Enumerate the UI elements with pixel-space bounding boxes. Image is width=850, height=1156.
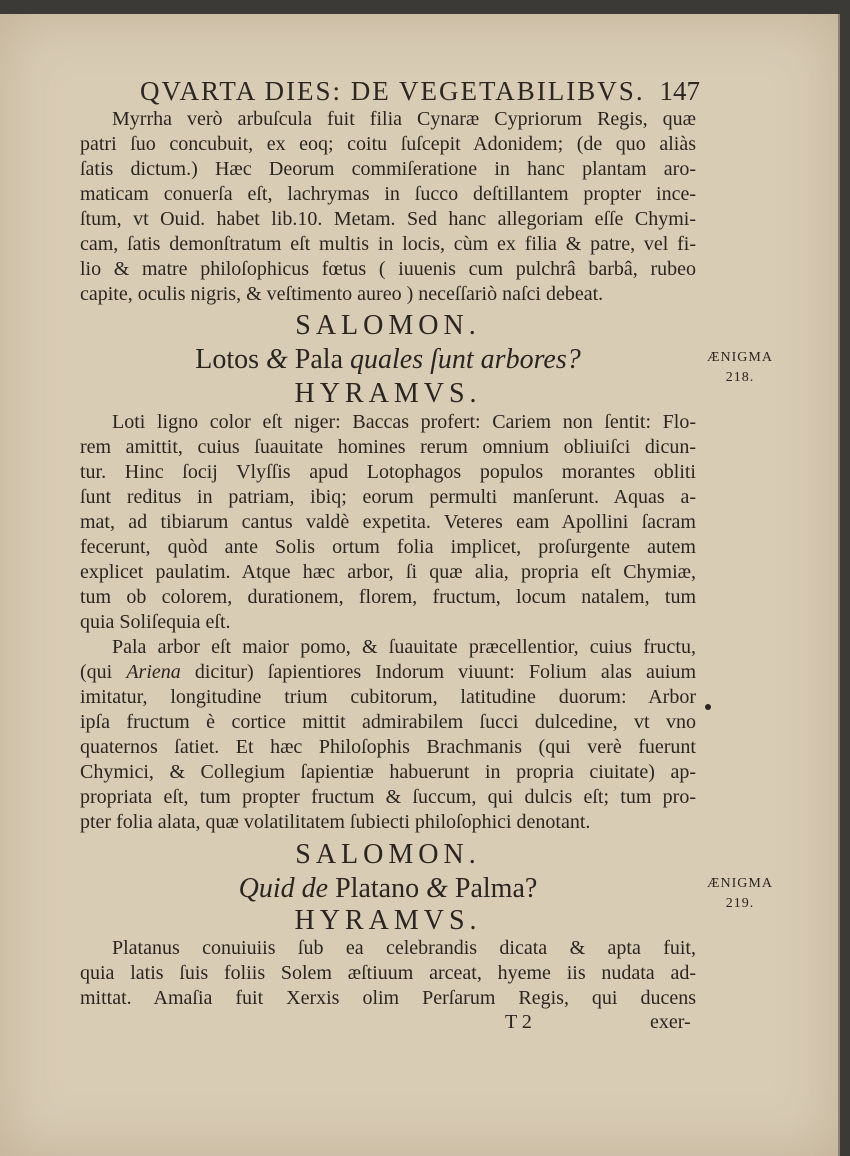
margin-label: ÆNIGMA [707, 876, 773, 891]
paragraph-pala [80, 635, 696, 835]
question-lotos [80, 343, 696, 377]
question-text: Lotos [195, 344, 267, 375]
text-line: Pala arbor eſt maior pomo, & ſuauitate præcellentior, cuius fructu, [112, 636, 696, 658]
text-line: ſatis dictum.) Hæc Deorum commiſeratione in hanc plantam aro- [80, 158, 696, 180]
margin-number: 219. [725, 896, 755, 911]
text-line: patri ſuo concubuit, ex eoq; coitu ſuſcepit Adonidem; (de quo aliàs [80, 133, 696, 155]
text-line: fecerunt, quòd ante Solis ortum folia implicet, proſurgente autem [80, 536, 696, 558]
page-number: 147 [659, 76, 700, 106]
text-line: propriata eſt, tum propter fructum & ſuccum, qui dulcis eſt; tum pro- [80, 786, 696, 808]
paragraph-lotos [80, 410, 696, 635]
italic-term: Ariena [126, 661, 181, 683]
text-line: cam, ſatis demonſtratum eſt multis in locis, cùm ex filia & patre, vel fi- [80, 233, 696, 255]
book-page [0, 14, 840, 1156]
question-italic: quales ſunt arbores? [350, 344, 581, 375]
text-line: quia Soliſequia eſt. [80, 611, 231, 633]
text-fragment: (qui [80, 661, 127, 683]
text-line: Chymici, & Collegium ſapientiæ habuerunt in propria ciuitate) ap- [80, 761, 696, 783]
text-line: tur. Hinc ſocij Vlyſſis apud Lotophagos populos morantes obliti [80, 461, 696, 483]
text-line: ſunt reditus in patriam, ibiq; eorum permulti manſerunt. Aquas a- [80, 486, 696, 508]
text-line: pter folia alata, quæ volatilitatem ſubiecti philoſophici denotant. [80, 811, 591, 833]
paragraph-platanus [80, 936, 696, 1011]
text-line: Loti ligno color eſt niger: Baccas profert: Cariem non ſentit: Flo- [112, 411, 696, 433]
text-line: ipſa fructum è cortice mittit admirabilem ſucci dulcedine, vt vno [80, 711, 696, 733]
catchword: exer- [650, 1011, 691, 1033]
speaker-hyramus: HYRAMVS. [294, 378, 482, 409]
text-line: quaternos ſatiet. Et hæc Philoſophis Brachmanis (qui verè fuerunt [80, 736, 696, 758]
speaker-hyramus: HYRAMVS. [294, 905, 482, 936]
margin-note-218 [690, 348, 790, 388]
text-line: capite, oculis nigris, & veſtimento aureo ) neceſſariò naſci debeat. [80, 283, 604, 305]
question-text: Platano [328, 873, 427, 904]
question-text: Palma? [447, 873, 538, 904]
text-line: imitatur, longitudine trium cubitorum, latitudine duorum: Arbor [80, 686, 696, 708]
text-line: lio & matre philoſophicus fœtus ( iuuenis cum pulchrâ barbâ, rubeo [80, 258, 696, 280]
text-line: Myrrha verò arbuſcula fuit filia Cynaræ Cypriorum Regis, quæ [112, 108, 696, 130]
text-line: tum ob colorem, durationem, florem, fructum, locum natalem, tum [80, 586, 696, 608]
question-platanus [80, 872, 696, 906]
running-title: QVARTA DIES: DE VEGETABILIBVS. [140, 76, 645, 106]
text-line: mittat. Amaſia fuit Xerxis olim Perſarum Regis, qui ducens [80, 987, 696, 1009]
text-line: maticam conuerſa eſt, lachrymas in ſucco deſtillantem propter ince- [80, 183, 696, 205]
text-line [80, 660, 696, 685]
text-fragment: dicitur) ſapientiores Indorum viuunt: Folium alas auium [180, 661, 696, 683]
speaker-salomon: SALOMON. [295, 310, 481, 341]
text-line: rem amittit, cuius ſuauitate homines rerum omnium obliuiſci dicun- [80, 436, 696, 458]
paragraph-myrrha [80, 107, 696, 307]
ampersand: & [426, 873, 448, 904]
signature-mark: T 2 [505, 1011, 532, 1033]
text-line: explicet paulatim. Atque hæc arbor, ſi quæ alia, propria eſt Chymiæ, [80, 561, 696, 583]
margin-number: 218. [725, 370, 755, 385]
speaker-salomon: SALOMON. [295, 839, 481, 870]
margin-note-219 [690, 874, 790, 914]
text-line: Platanus conuiuiis ſub ea celebrandis dicata & apta fuit, [112, 937, 696, 959]
ink-speck [705, 704, 711, 710]
question-text: Pala [287, 344, 351, 375]
ampersand: & [266, 344, 288, 375]
question-italic: Quid de [238, 873, 329, 904]
running-header [140, 76, 700, 107]
text-line: quia latis ſuis foliis Solem æſtiuum arceat, hyeme iis nudata ad- [80, 962, 696, 984]
margin-label: ÆNIGMA [707, 350, 773, 365]
text-line: mat, ad tibiarum cantus valdè expetita. Veteres eam Apollini ſacram [80, 511, 696, 533]
text-line: ſtum, vt Ouid. habet lib.10. Metam. Sed hanc allegoriam eſſe Chymi- [80, 208, 696, 230]
